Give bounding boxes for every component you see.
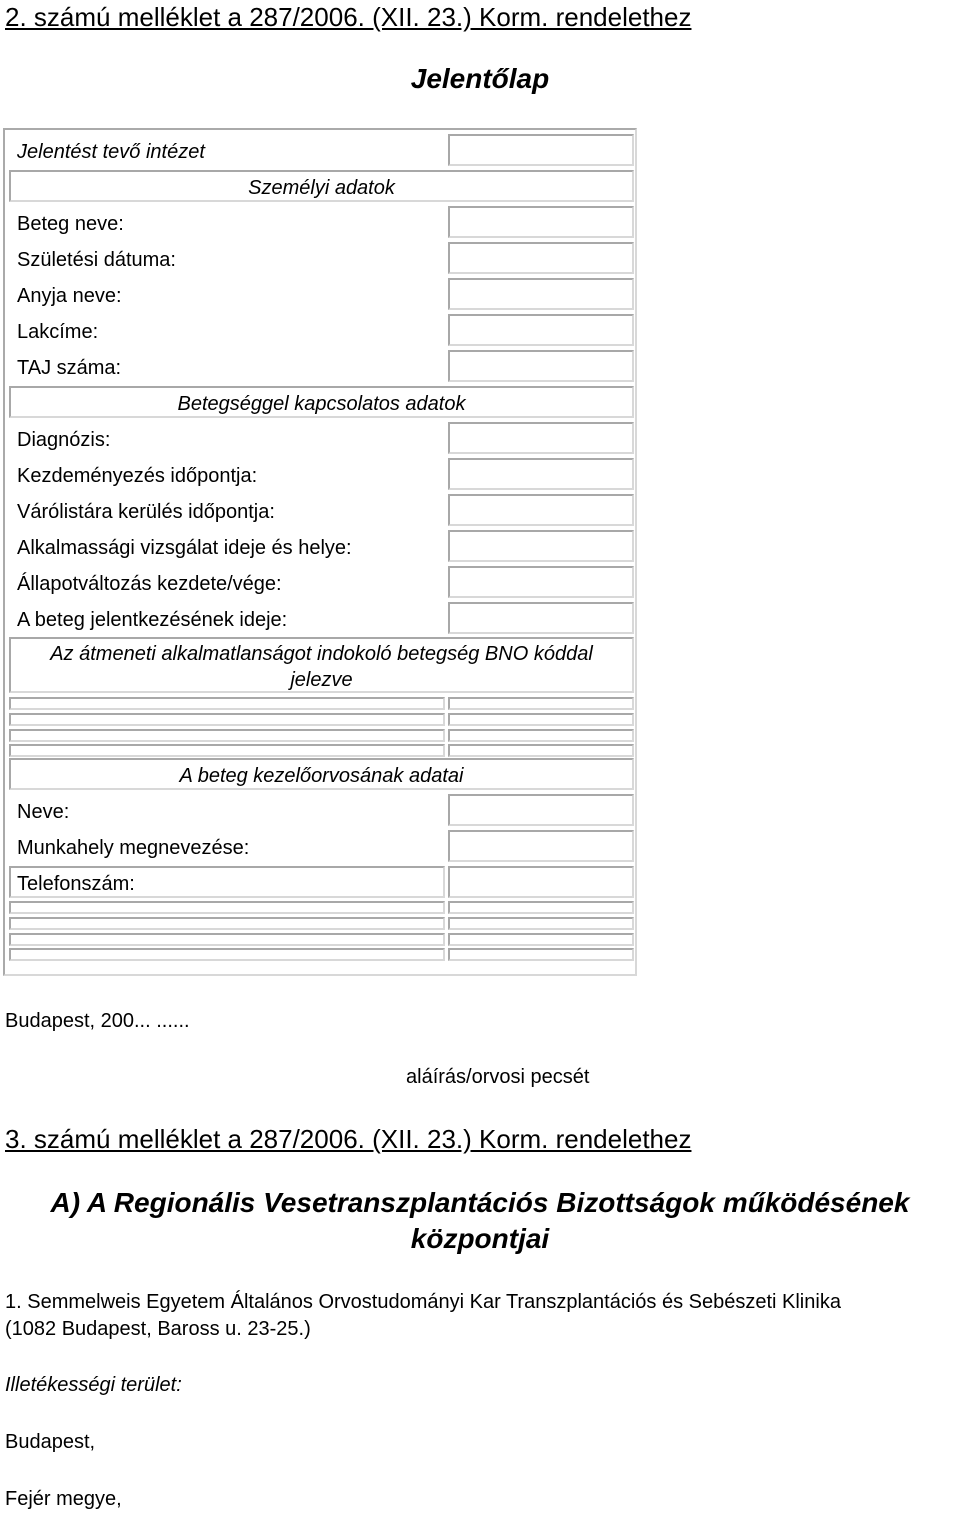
blank-row[interactable] bbox=[9, 948, 445, 961]
personal-data-section-header: Személyi adatok bbox=[9, 170, 634, 202]
status-change-label: Állapotváltozás kezdete/vége: bbox=[17, 573, 282, 595]
jurisdiction-label: Illetékességi terület: bbox=[5, 1374, 182, 1396]
mother-name-label: Anyja neve: bbox=[17, 285, 122, 307]
institution-item-1-line-2: (1082 Budapest, Baross u. 23-25.) bbox=[5, 1318, 311, 1340]
mother-name-field[interactable] bbox=[448, 278, 634, 310]
doctor-name-field[interactable] bbox=[448, 794, 634, 826]
status-change-field[interactable] bbox=[448, 566, 634, 598]
annex-3-heading: 3. számú melléklet a 287/2006. (XII. 23.) Korm. rendelethez bbox=[5, 1124, 692, 1154]
diagnosis-field[interactable] bbox=[448, 422, 634, 454]
doctor-name-label: Neve: bbox=[17, 801, 70, 823]
address-label: Lakcíme: bbox=[17, 321, 99, 343]
blank-row[interactable] bbox=[9, 713, 445, 726]
blank-row[interactable] bbox=[448, 933, 634, 946]
patient-report-time-label: A beteg jelentkezésének ideje: bbox=[17, 609, 288, 631]
area-budapest: Budapest, bbox=[5, 1431, 96, 1453]
blank-row[interactable] bbox=[9, 729, 445, 742]
blank-row[interactable] bbox=[448, 697, 634, 710]
patient-name-field[interactable] bbox=[448, 206, 634, 238]
regional-committees-title: A) A Regionális Vesetranszplantációs Bizottságok működésének központjai bbox=[50, 1187, 910, 1254]
fitness-exam-field[interactable] bbox=[448, 530, 634, 562]
doctor-data-section-header: A beteg kezelőorvosának adatai bbox=[9, 758, 634, 790]
taj-number-field[interactable] bbox=[448, 350, 634, 382]
blank-row[interactable] bbox=[448, 713, 634, 726]
patient-report-time-field[interactable] bbox=[448, 602, 634, 634]
institution-item-1-line-1: 1. Semmelweis Egyetem Általános Orvostudományi Kar Transzplantációs és Sebészeti Klinika bbox=[5, 1291, 841, 1313]
address-field[interactable] bbox=[448, 314, 634, 346]
blank-row[interactable] bbox=[448, 901, 634, 914]
taj-number-label: TAJ száma: bbox=[17, 357, 122, 379]
initiation-date-label: Kezdeményezés időpontja: bbox=[17, 465, 258, 487]
blank-row[interactable] bbox=[448, 729, 634, 742]
fitness-exam-label: Alkalmassági vizsgálat ideje és helye: bbox=[17, 537, 352, 559]
bno-code-note: Az átmeneti alkalmatlanságot indokoló betegség BNO kóddal jelezve bbox=[9, 637, 634, 693]
reporting-institution-field[interactable] bbox=[448, 134, 634, 166]
blank-row[interactable] bbox=[9, 744, 445, 757]
waitlist-date-label: Várólistára kerülés időpontja: bbox=[17, 501, 275, 523]
waitlist-date-field[interactable] bbox=[448, 494, 634, 526]
workplace-label: Munkahely megnevezése: bbox=[17, 837, 250, 859]
area-fejer: Fejér megye, bbox=[5, 1488, 122, 1510]
report-form-table bbox=[3, 128, 637, 976]
reporting-institution-label: Jelentést tevő intézet bbox=[17, 141, 205, 163]
initiation-date-field[interactable] bbox=[448, 458, 634, 490]
diagnosis-label: Diagnózis: bbox=[17, 429, 111, 451]
phone-label: Telefonszám: bbox=[9, 866, 445, 898]
blank-row[interactable] bbox=[9, 933, 445, 946]
signature-stamp-label: aláírás/orvosi pecsét bbox=[406, 1066, 590, 1088]
blank-row[interactable] bbox=[448, 917, 634, 930]
blank-row[interactable] bbox=[9, 901, 445, 914]
birth-date-field[interactable] bbox=[448, 242, 634, 274]
patient-name-label: Beteg neve: bbox=[17, 213, 124, 235]
phone-field[interactable] bbox=[448, 866, 634, 898]
annex-2-heading: 2. számú melléklet a 287/2006. (XII. 23.) Korm. rendelethez bbox=[5, 2, 692, 32]
blank-row[interactable] bbox=[9, 697, 445, 710]
report-title: Jelentőlap bbox=[410, 63, 550, 94]
blank-row[interactable] bbox=[448, 948, 634, 961]
blank-row[interactable] bbox=[448, 744, 634, 757]
workplace-field[interactable] bbox=[448, 830, 634, 862]
illness-data-section-header: Betegséggel kapcsolatos adatok bbox=[9, 386, 634, 418]
blank-row[interactable] bbox=[9, 917, 445, 930]
place-date-line: Budapest, 200... ...... bbox=[5, 1010, 190, 1032]
birth-date-label: Születési dátuma: bbox=[17, 249, 176, 271]
